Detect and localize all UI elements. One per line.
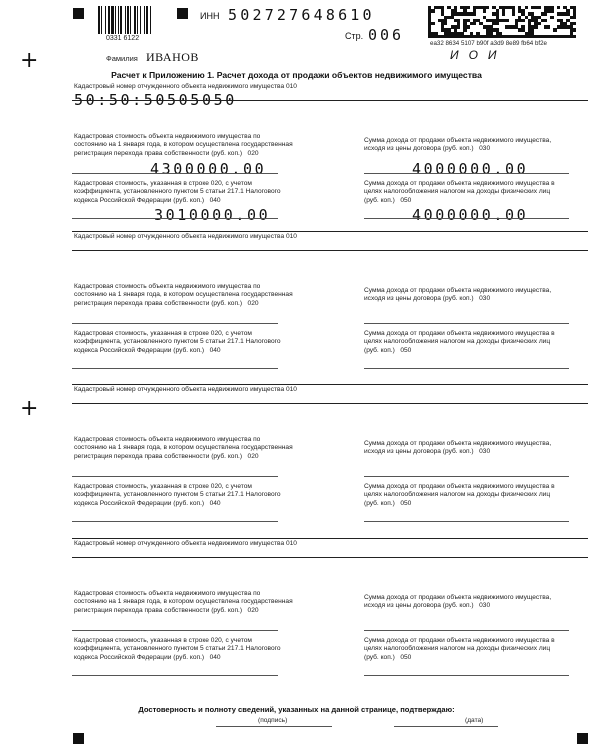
adjusted-value-underline [72, 675, 278, 676]
income-taxable-label: Сумма дохода от продажи объекта недвижимого имущества в целях налогообложения налогом на доходы физических лиц (руб. коп.) 050 [364, 637, 555, 661]
cadastral-value-label: Кадастровая стоимость объекта недвижимого имущества по состоянию на 1 января года, в котором осуществлена государственная регистрация перехода права собственности (руб. коп.) 020 [74, 133, 293, 157]
code-module [467, 6, 470, 9]
income-underline [364, 630, 569, 631]
corner-marker-bottom-left [73, 733, 84, 744]
code-module [457, 25, 460, 28]
code-module [444, 22, 447, 25]
income-label: Сумма дохода от продажи объекта недвижимого имущества, исходя из цены договора (руб. коп.) 030 [364, 594, 552, 610]
cadastral-value-label: Кадастровая стоимость объекта недвижимого имущества по состоянию на 1 января года, в котором осуществлена государственная регистрация перехода права собственности (руб. коп.) 020 [74, 436, 293, 460]
code-module [573, 28, 576, 31]
code-module [544, 19, 547, 22]
cadastral-number-underline [72, 557, 588, 558]
income-label: Сумма дохода от продажи объекта недвижимого имущества, исходя из цены договора (руб. коп.) 030 [364, 287, 552, 303]
income-label: Сумма дохода от продажи объекта недвижимого имущества, исходя из цены договора (руб. коп.) 030 [364, 137, 552, 153]
income-underline [364, 476, 569, 477]
surname-label: Фамилия [106, 54, 138, 63]
barcode-bar [115, 6, 116, 34]
code-module [496, 22, 499, 25]
income-taxable-label: Сумма дохода от продажи объекта недвижимого имущества в целях налогообложения налогом на доходы физических лиц (руб. коп.) 050 [364, 330, 555, 354]
barcode [98, 6, 168, 34]
code-string: ea32 8634 5107 b90f a3d9 8e89 fb64 bf2e [430, 40, 547, 47]
cadastral-value-underline [72, 630, 278, 631]
inn-value: 502727648610 [228, 6, 375, 24]
code-module [550, 16, 553, 19]
barcode-bar [101, 6, 102, 34]
cadastral-number-underline [72, 403, 588, 404]
corner-marker-bottom-right [577, 733, 588, 744]
code-module [547, 25, 550, 28]
code-module [573, 22, 576, 25]
registration-cross-middle: + [20, 396, 39, 421]
barcode-bar [137, 6, 138, 34]
income-taxable-underline [364, 368, 569, 369]
cadastral-number-underline [72, 100, 588, 101]
cadastral-value-label: Кадастровая стоимость объекта недвижимого имущества по состоянию на 1 января года, в котором осуществлена государственная регистрация перехода права собственности (руб. коп.) 020 [74, 283, 293, 307]
code-module [473, 12, 476, 15]
code-module [431, 22, 434, 25]
code-module [502, 12, 505, 15]
signature-line [216, 726, 332, 727]
cadastral-value-amount[interactable]: 4300000.00 [150, 160, 267, 178]
code-module [467, 25, 470, 28]
code-module [512, 12, 515, 15]
page-value: 006 [368, 26, 405, 44]
page-label: Стр. [345, 31, 364, 41]
corner-marker-top-left [73, 8, 84, 19]
barcode-bar [125, 6, 126, 34]
income-label: Сумма дохода от продажи объекта недвижимого имущества, исходя из цены договора (руб. коп.) 030 [364, 440, 552, 456]
income-underline [364, 323, 569, 324]
barcode-bar [150, 6, 151, 34]
cadastral-value-underline [72, 323, 278, 324]
code-module [525, 6, 528, 9]
confirmation-text: Достоверность и полноту сведений, указанных на данной странице, подтверждаю: [138, 705, 455, 714]
barcode-bar [118, 6, 119, 34]
code-module [534, 25, 537, 28]
signature-label: (подпись) [258, 717, 288, 724]
adjusted-value-label: Кадастровая стоимость, указанная в строке 020, с учетом коэффициента, установленного пунктом 5 статьи 217.1 Налогового кодекса Российской Федерации (руб. коп.) 040 [74, 330, 281, 354]
code-module [573, 16, 576, 19]
code-module [473, 22, 476, 25]
barcode-bar [105, 6, 106, 34]
section-top-rule [72, 384, 588, 385]
surname-value: ИВАНОВ [146, 50, 199, 64]
income-taxable-underline [364, 218, 569, 219]
cadastral-number-underline [72, 250, 588, 251]
cadastral-number-value[interactable]: 50:50:50505050 [74, 91, 237, 109]
cadastral-number-label: Кадастровый номер отчужденного объекта недвижимого имущества 010 [74, 83, 297, 90]
adjusted-value-label: Кадастровая стоимость, указанная в строке 020, с учетом коэффициента, установленного пунктом 5 статьи 217.1 Налогового кодекса Российской Федерации (руб. коп.) 040 [74, 637, 281, 661]
barcode-bar [98, 6, 100, 34]
code-module [463, 28, 466, 31]
barcode-bar [111, 6, 114, 34]
initials: И О И [450, 48, 497, 62]
adjusted-value-underline [72, 218, 278, 219]
barcode-bar [134, 6, 136, 34]
code-module [483, 9, 486, 12]
income-taxable-amount[interactable]: 4000000.00 [412, 206, 529, 224]
code-module [553, 28, 556, 31]
code-module [544, 12, 547, 15]
cadastral-value-label: Кадастровая стоимость объекта недвижимого имущества по состоянию на 1 января года, в котором осуществлена государственная регистрация перехода права собственности (руб. коп.) 020 [74, 590, 293, 614]
adjusted-value-label: Кадастровая стоимость, указанная в строке 020, с учетом коэффициента, установленного пунктом 5 статьи 217.1 Налогового кодекса Российской Федерации (руб. коп.) 040 [74, 483, 281, 507]
page-title: Расчет к Приложению 1. Расчет дохода от продажи объектов недвижимого имущества [111, 70, 482, 80]
code-module [505, 19, 508, 22]
income-amount[interactable]: 4000000.00 [412, 160, 529, 178]
date-label: (дата) [465, 717, 484, 724]
code-module [486, 6, 489, 9]
section-top-rule [72, 231, 588, 232]
code-module [537, 22, 540, 25]
registration-cross-top: + [20, 48, 39, 73]
cadastral-number-label: Кадастровый номер отчужденного объекта недвижимого имущества 010 [74, 233, 297, 240]
income-taxable-underline [364, 675, 569, 676]
income-taxable-label: Сумма дохода от продажи объекта недвижимого имущества в целях налогообложения налогом на доходы физических лиц (руб. коп.) 050 [364, 483, 555, 507]
barcode-number: 0331 6122 [106, 35, 140, 42]
income-taxable-label: Сумма дохода от продажи объекта недвижимого имущества в целях налогообложения налогом на доходы физических лиц (руб. коп.) 050 [364, 180, 555, 204]
barcode-bar [144, 6, 145, 34]
code-module [537, 6, 540, 9]
income-taxable-underline [364, 521, 569, 522]
cadastral-value-underline [72, 173, 278, 174]
code-module [557, 6, 560, 9]
code-module [550, 9, 553, 12]
code-module [573, 35, 576, 38]
code-module [521, 19, 524, 22]
qr-code [428, 6, 576, 38]
barcode-bar [120, 6, 122, 34]
barcode-bar [108, 6, 110, 34]
cadastral-number-label: Кадастровый номер отчужденного объекта недвижимого имущества 010 [74, 386, 297, 393]
inn-label: ИНН [200, 11, 220, 21]
income-underline [364, 173, 569, 174]
code-module [431, 9, 434, 12]
cadastral-number-label: Кадастровый номер отчужденного объекта недвижимого имущества 010 [74, 540, 297, 547]
adjusted-value-amount[interactable]: 3010000.00 [154, 206, 271, 224]
corner-marker-top-middle [177, 8, 188, 19]
section-top-rule [72, 538, 588, 539]
barcode-bar [127, 6, 129, 34]
date-line [394, 726, 498, 727]
adjusted-value-label: Кадастровая стоимость, указанная в строке 020, с учетом коэффициента, установленного пунктом 5 статьи 217.1 Налогового кодекса Российской Федерации (руб. коп.) 040 [74, 180, 281, 204]
adjusted-value-underline [72, 368, 278, 369]
barcode-bar [146, 6, 148, 34]
barcode-bar [130, 6, 131, 34]
barcode-bar [140, 6, 141, 34]
cadastral-value-underline [72, 476, 278, 477]
adjusted-value-underline [72, 521, 278, 522]
